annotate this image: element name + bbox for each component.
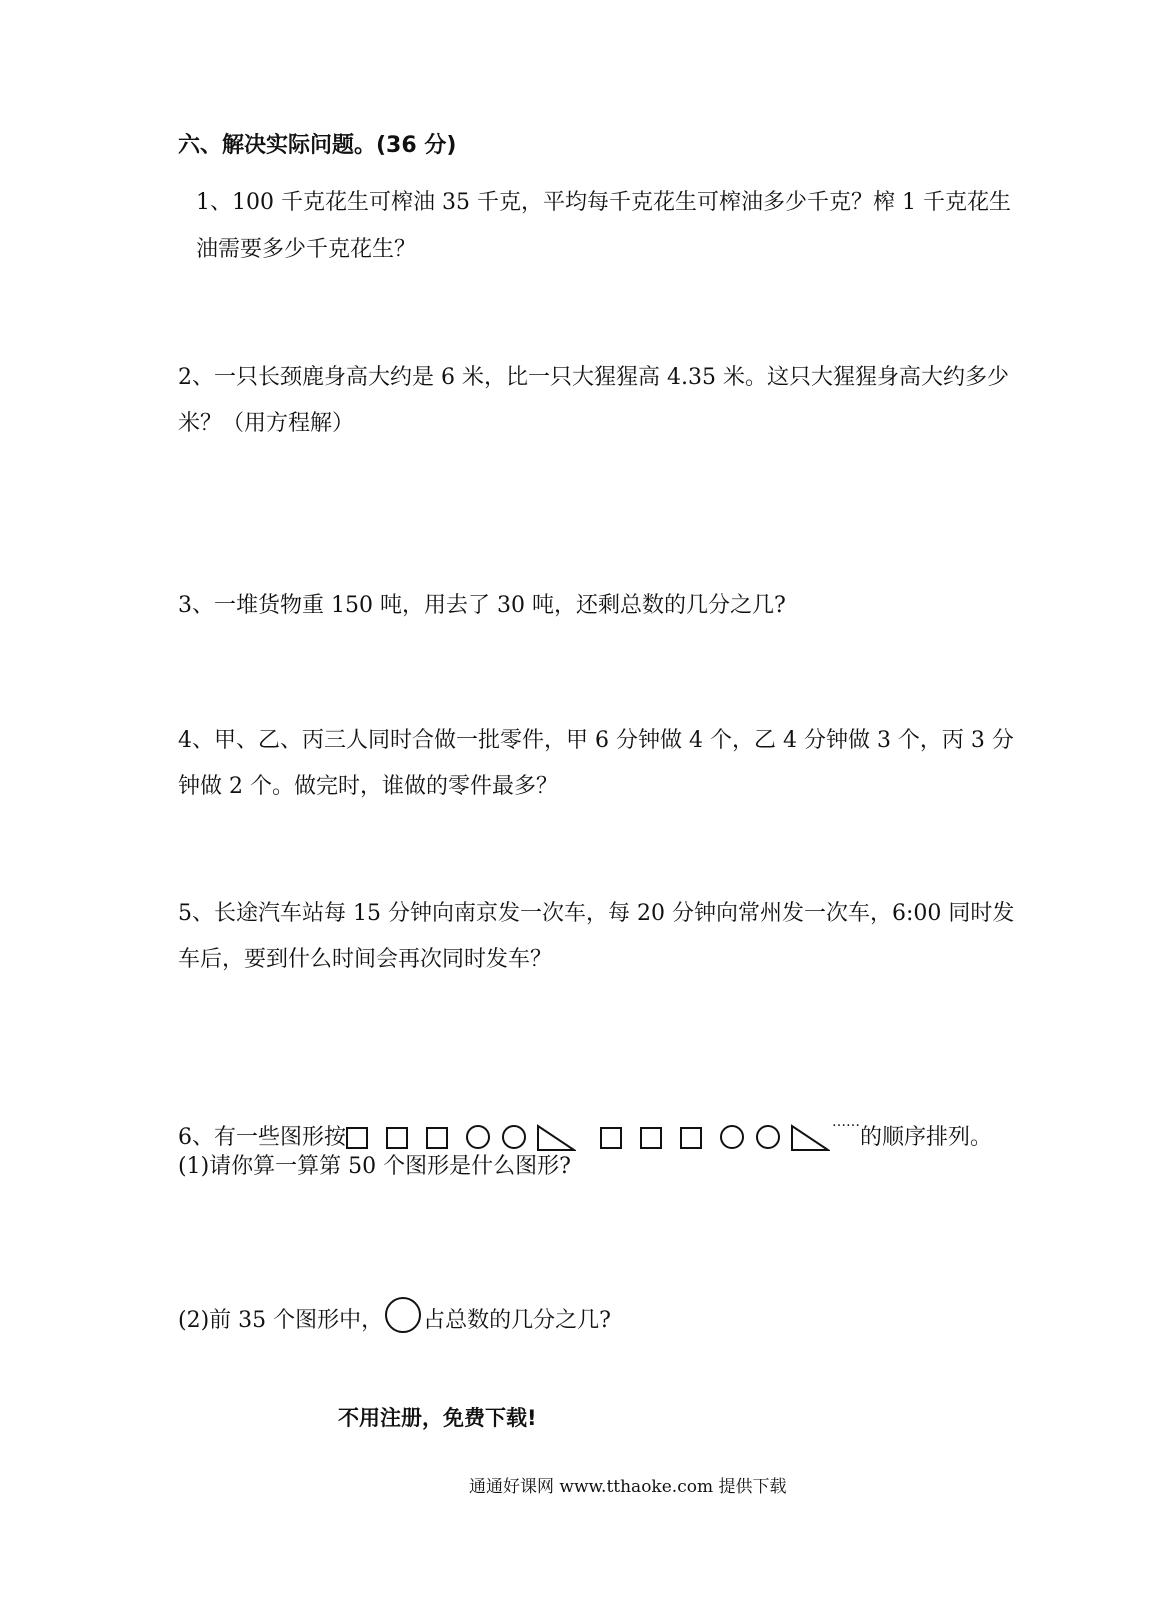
right-triangle-shape-icon (790, 1124, 830, 1152)
sequence-ellipsis: …… (832, 1114, 860, 1130)
square-shape-icon (600, 1127, 622, 1149)
square-shape-icon (426, 1127, 448, 1149)
problem-3-line-1: 3、一堆货物重 150 吨，用去了 30 吨，还剩总数的几分之几? (178, 593, 786, 618)
problem-5-line-1: 5、长途汽车站每 15 分钟向南京发一次车，每 20 分钟向常州发一次车，6:00 同时发 (178, 901, 1015, 926)
square-shape-icon (680, 1127, 702, 1149)
square-shape-icon (346, 1127, 368, 1149)
problem-2-line-1: 2、一只长颈鹿身高大约是 6 米，比一只大猩猩高 4.35 米。这只大猩猩身高大约多少 (178, 365, 1009, 390)
problem-6-question-1: (1)请你算一算第 50 个图形是什么图形? (178, 1154, 571, 1179)
circle-shape-icon (720, 1125, 744, 1149)
problem-4-line-1: 4、甲、乙、丙三人同时合做一批零件，甲 6 分钟做 4 个，乙 4 分钟做 3 个，丙 3 分 (178, 728, 1014, 753)
problem-6-intro: 6、有一些图形按 (178, 1125, 346, 1150)
problem-4-line-2: 钟做 2 个。做完时，谁做的零件最多？ (178, 774, 558, 799)
problem-6-question-2-prefix: (2)前 35 个图形中， (178, 1308, 384, 1333)
right-triangle-shape-icon (536, 1124, 576, 1152)
problem-1-line-1: 1、100 千克花生可榨油 35 千克，平均每千克花生可榨油多少千克？榨 1 千克花生 (196, 190, 1011, 215)
section-title: 六、解决实际问题。(36 分) (178, 133, 457, 158)
footer-text: 通通好课网 www.tthaoke.com 提供下载 (469, 1477, 787, 1497)
circle-shape-icon (466, 1125, 490, 1149)
circle-shape-icon (502, 1125, 526, 1149)
circle-shape-icon (385, 1297, 421, 1333)
square-shape-icon (640, 1127, 662, 1149)
problem-6-question-2 (178, 1297, 611, 1335)
problem-6-question-2-suffix: 占总数的几分之几? (423, 1308, 611, 1333)
problem-1-line-2: 油需要多少千克花生？ (196, 237, 417, 262)
problem-2-line-2: 米？（用方程解） (178, 411, 355, 436)
square-shape-icon (386, 1127, 408, 1149)
problem-6-shape-sequence (178, 1108, 992, 1152)
problem-6-suffix: 的顺序排列。 (860, 1125, 993, 1150)
problem-5-line-2: 车后，要到什么时间会再次同时发车？ (178, 947, 553, 972)
promo-text: 不用注册，免费下载! (338, 1406, 537, 1430)
circle-shape-icon (756, 1125, 780, 1149)
